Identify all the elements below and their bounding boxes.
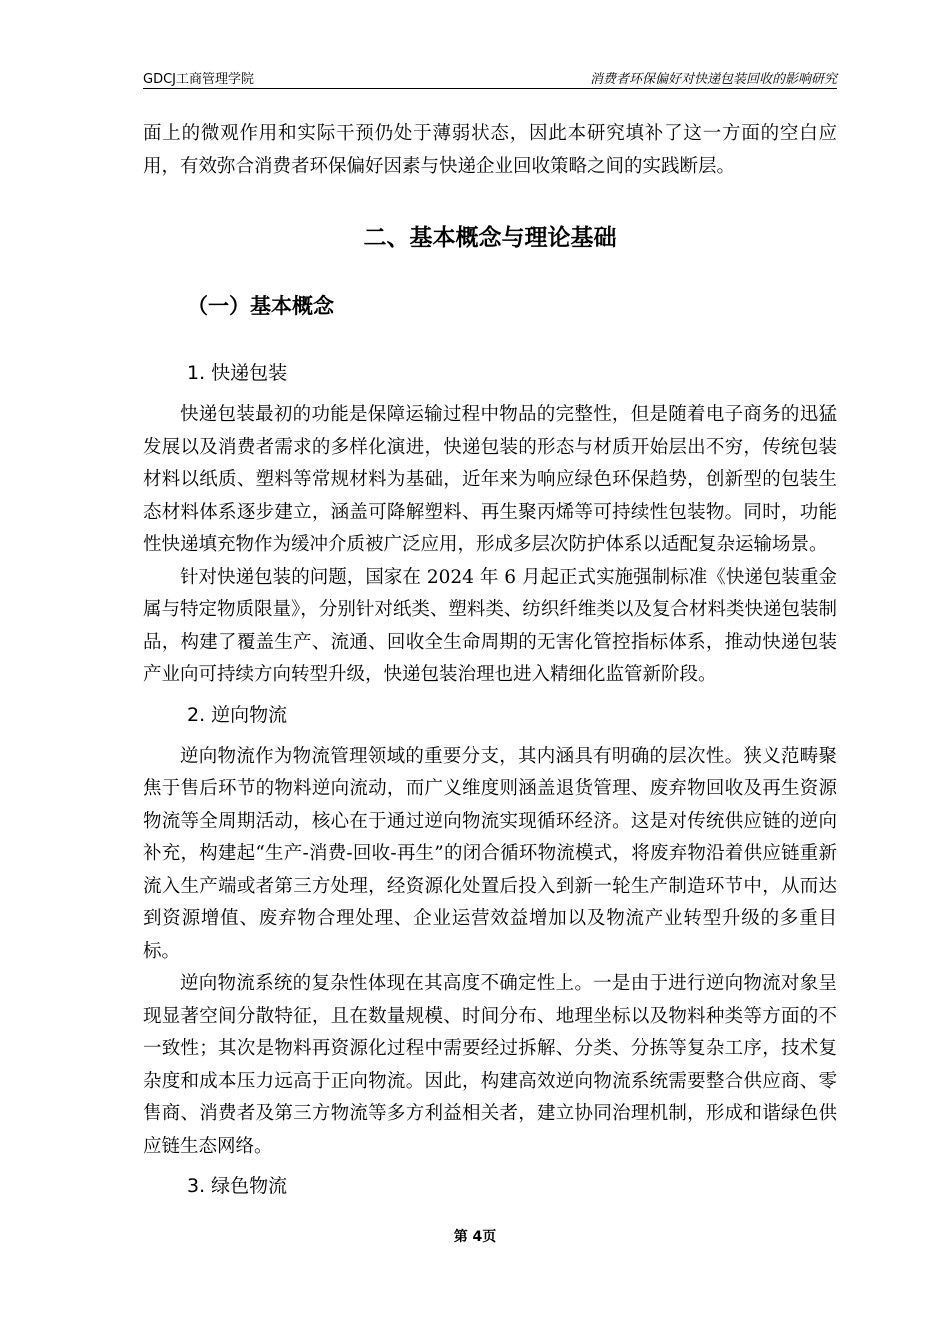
chapter-title: 二、基本概念与理论基础: [363, 225, 617, 251]
paragraph: 针对快递包装的问题，国家在 2024 年 6 月起正式实施强制标准《快递包装重金属与特定物质限量》，分别针对纸类、塑料类、纺织纤维类以及复合材料类快递包装制品，构建了覆盖生产、流通、回收全生命周期的无害化管控指标体系，推动快递包装产业向可持续方向转型升级，快递包装治理也进入精细化监管新阶段。: [143, 566, 837, 685]
subsection-title-express-packaging: 1. 快递包装: [187, 362, 288, 384]
page-number: 第 4页: [453, 1229, 497, 1245]
header-institution: GDCJ工商管理学院: [143, 72, 254, 87]
paragraph: 逆向物流作为物流管理领域的重要分支，其内涵具有明确的层次性。狭义范畴聚焦于售后环节的物料逆向流动，而广义维度则涵盖退货管理、废弃物回收及再生资源物流等全周期活动，核心在于通过逆向物流实现循环经济。这是对传统供应链的逆向补充，构建起“生产-消费-回收-再生”的闭合循环物流模式，将废弃物沿着供应链重新流入生产端或者第三方处理，经资源化处置后投入到新一轮生产制造环节中，从而达到资源增值、废弃物合理处理、企业运营效益增加以及物流产业转型升级的多重目标。: [143, 745, 837, 962]
section-title: （一）基本概念: [187, 294, 334, 318]
intro-paragraph: 面上的微观作用和实际干预仍处于薄弱状态，因此本研究填补了这一方面的空白应用，有效弥合消费者环保偏好因素与快递企业回收策略之间的实践断层。: [143, 123, 837, 177]
header-paper-title: 消费者环保偏好对快递包装回收的影响研究: [589, 72, 837, 87]
paragraph: 逆向物流系统的复杂性体现在其高度不确定性上。一是由于进行逆向物流对象呈现显著空间分散特征，且在数量规模、时间分布、地理坐标以及物料种类等方面的不一致性；其次是物料再资源化过程中需要经过拆解、分类、分拣等复杂工序，技术复杂度和成本压力远高于正向物流。因此，构建高效逆向物流系统需要整合供应商、零售商、消费者及第三方物流等多方利益相关者，建立协同治理机制，形成和谐绿色供应链生态网络。: [143, 973, 837, 1157]
subsection-title-reverse-logistics: 2. 逆向物流: [187, 703, 288, 726]
page-header: [143, 66, 837, 89]
subsection-title-green-logistics: 3. 绿色物流: [187, 1175, 288, 1197]
page-content: [143, 118, 837, 1198]
paragraph: 快递包装最初的功能是保障运输过程中物品的完整性，但是随着电子商务的迅猛发展以及消费者需求的多样化演进，快递包装的形态与材质开始层出不穷，传统包装材料以纸质、塑料等常规材料为基础，近年来为响应绿色环保趋势，创新型的包装生态材料体系逐步建立，涵盖可降解塑料、再生聚丙烯等可持续性包装物。同时，功能性快递填充物作为缓冲介质被广泛应用，形成多层次防护体系以适配复杂运输场景。: [143, 404, 837, 555]
